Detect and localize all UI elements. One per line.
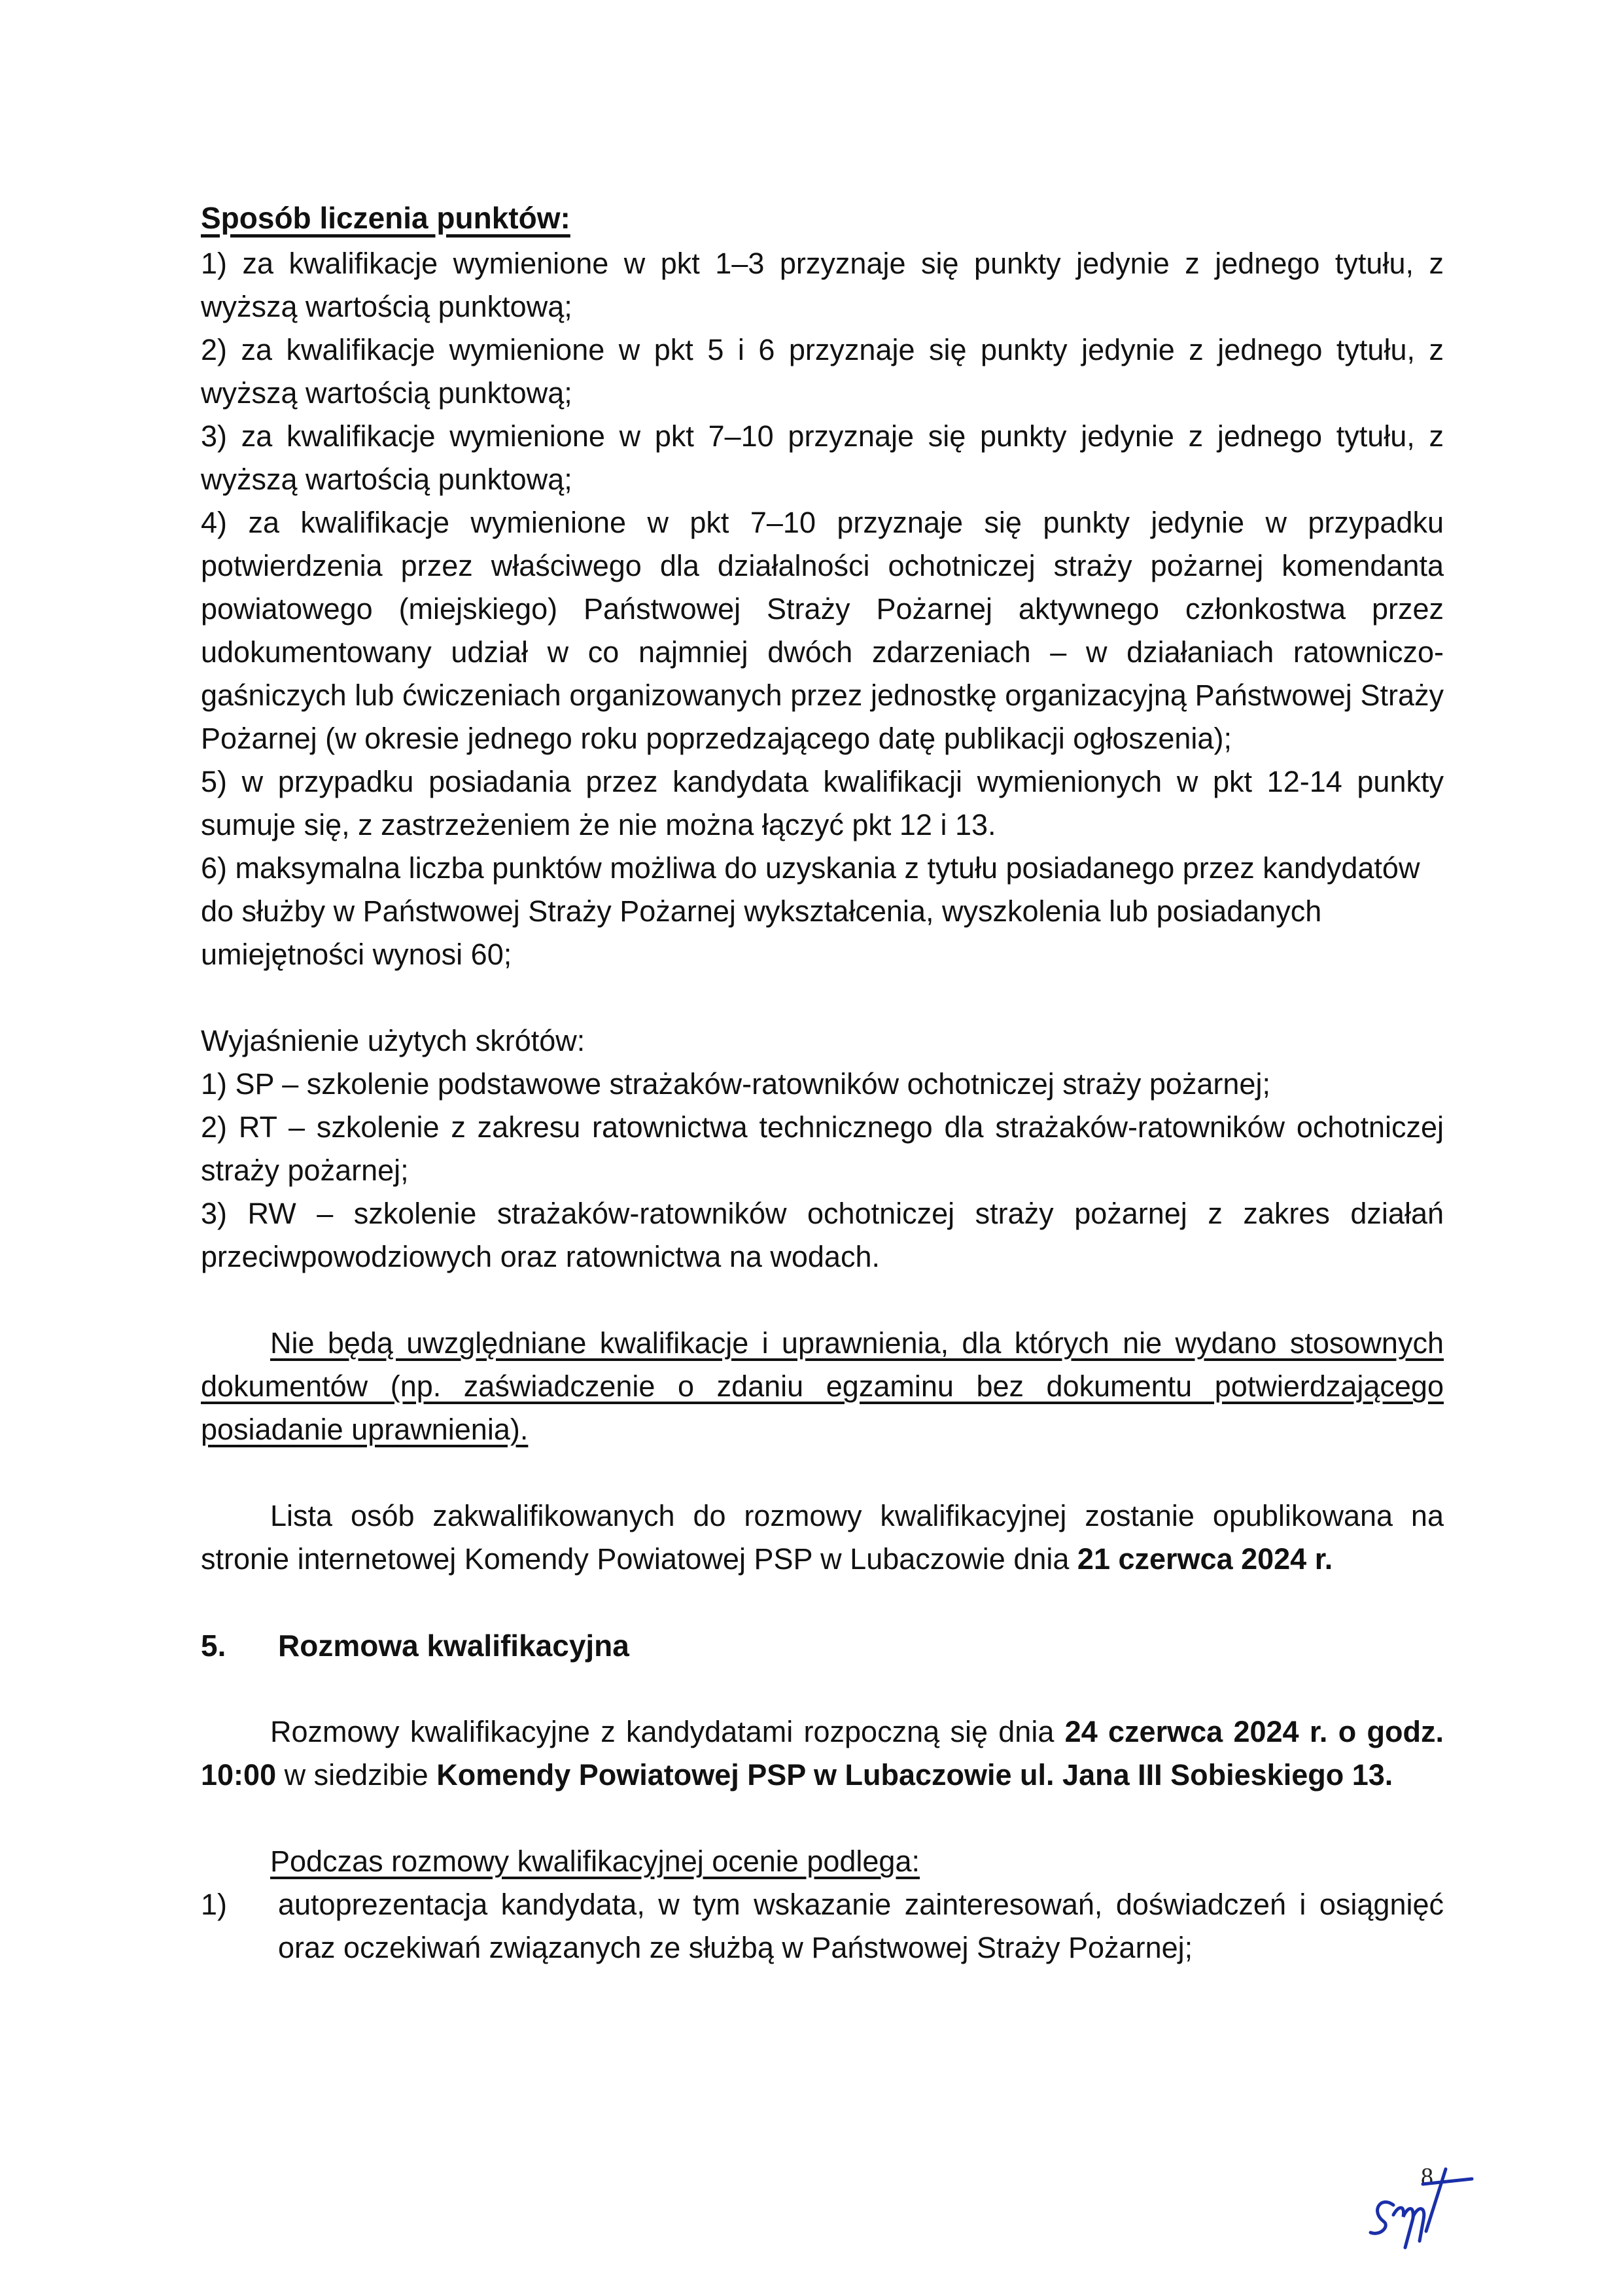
section-heading bbox=[201, 1624, 1444, 1667]
interview-datetime: 24 czerwca 2024 r. o godz. 10:00 bbox=[201, 1715, 1444, 1792]
evaluation-item bbox=[201, 1883, 1444, 1969]
interview-intro-text: Rozmowy kwalifikacyjne z kandydatami rozpoczną się dnia bbox=[270, 1715, 1065, 1748]
evaluation-item-number: 1) bbox=[201, 1888, 228, 1921]
interview-intro-text: w siedzibie bbox=[276, 1758, 437, 1792]
scoring-rule: 4) za kwalifikacje wymienione w pkt 7–10 przyznaje się punkty jedynie w przypadku potwierdzenia przez właściwego dla działalności ochotniczej straży pożarnej komendanta powiatowego (miejskiego) Państwowej Straży Pożarnej aktywnego członkostwa przez udokumentowany udział w co najmniej dwóch zdarzeniach – w działaniach ratowniczo-gaśniczych lub ćwiczeniach organizowanych przez jednostkę organizacyjną Państwowej Straży Pożarnej (w okresie jednego roku poprzedzającego datę publikacji ogłoszenia); bbox=[201, 506, 1444, 755]
interview-location: Komendy Powiatowej PSP w Lubaczowie ul. Jana III Sobieskiego 13. bbox=[436, 1758, 1393, 1792]
scoring-rule: 1) za kwalifikacje wymienione w pkt 1–3 przyznaje się punkty jedynie z jednego tytułu, z wyższą wartością punktową; bbox=[201, 247, 1444, 323]
interview-intro bbox=[201, 1710, 1444, 1797]
scoring-rule: 2) za kwalifikacje wymienione w pkt 5 i 6 przyznaje się punkty jedynie z jednego tytułu, z wyższą wartością punktową; bbox=[201, 333, 1444, 410]
abbreviation-item: 1) SP – szkolenie podstawowe strażaków-ratowników ochotniczej straży pożarnej; bbox=[201, 1067, 1270, 1101]
scoring-rule: 6) maksymalna liczba punktów możliwa do uzyskania z tytułu posiadanego przez kandydatów do służby w Państwowej Straży Pożarnej wykształcenia, wyszkolenia lub posiadanych umiejętności wynosi 60; bbox=[201, 851, 1420, 971]
evaluation-heading-text: Podczas rozmowy kwalifikacyjnej ocenie podlega: bbox=[270, 1845, 920, 1878]
section-title: Rozmowa kwalifikacyjna bbox=[278, 1629, 629, 1663]
scoring-rule: 3) za kwalifikacje wymienione w pkt 7–10 przyznaje się punkty jedynie z jednego tytułu, z wyższą wartością punktową; bbox=[201, 419, 1444, 496]
evaluation-heading bbox=[201, 1840, 1444, 1883]
scoring-heading: Sposób liczenia punktów: bbox=[201, 201, 570, 235]
signature-icon bbox=[1367, 2159, 1478, 2251]
document-page bbox=[201, 196, 1444, 1969]
list-publication-paragraph bbox=[201, 1494, 1444, 1581]
scoring-rule: 5) w przypadku posiadania przez kandydata kwalifikacji wymienionych w pkt 12-14 punkty sumuje się, z zastrzeżeniem że nie można łączyć pkt 12 i 13. bbox=[201, 765, 1444, 841]
abbreviation-item: 2) RT – szkolenie z zakresu ratownictwa technicznego dla strażaków-ratowników ochotniczej straży pożarnej; bbox=[201, 1110, 1444, 1187]
list-publication-text: Lista osób zakwalifikowanych do rozmowy kwalifikacyjnej zostanie opublikowana na stronie internetowej Komendy Powiatowej PSP w Lubaczowie dnia bbox=[201, 1499, 1444, 1576]
qualifications-notice: Nie będą uwzględniane kwalifikacje i uprawnienia, dla których nie wydano stosownych dokumentów (np. zaświadczenie o zdaniu egzaminu bez dokumentu potwierdzającego posiadanie uprawnienia). bbox=[201, 1326, 1444, 1446]
scoring-rules-list bbox=[201, 242, 1444, 976]
section-number: 5. bbox=[201, 1629, 226, 1663]
list-publication-date: 21 czerwca 2024 r. bbox=[1077, 1542, 1333, 1576]
abbreviation-item: 3) RW – szkolenie strażaków-ratowników ochotniczej straży pożarnej z zakres działań przeciwpowodziowych oraz ratownictwa na wodach. bbox=[201, 1197, 1444, 1273]
page-number: 8 bbox=[1421, 2163, 1433, 2191]
abbreviations-title: Wyjaśnienie użytych skrótów: bbox=[201, 1024, 585, 1057]
evaluation-item-text: autoprezentacja kandydata, w tym wskazanie zainteresowań, doświadczeń i osiągnięć oraz oczekiwań związanych ze służbą w Państwowej Straży Pożarnej; bbox=[278, 1888, 1444, 1964]
